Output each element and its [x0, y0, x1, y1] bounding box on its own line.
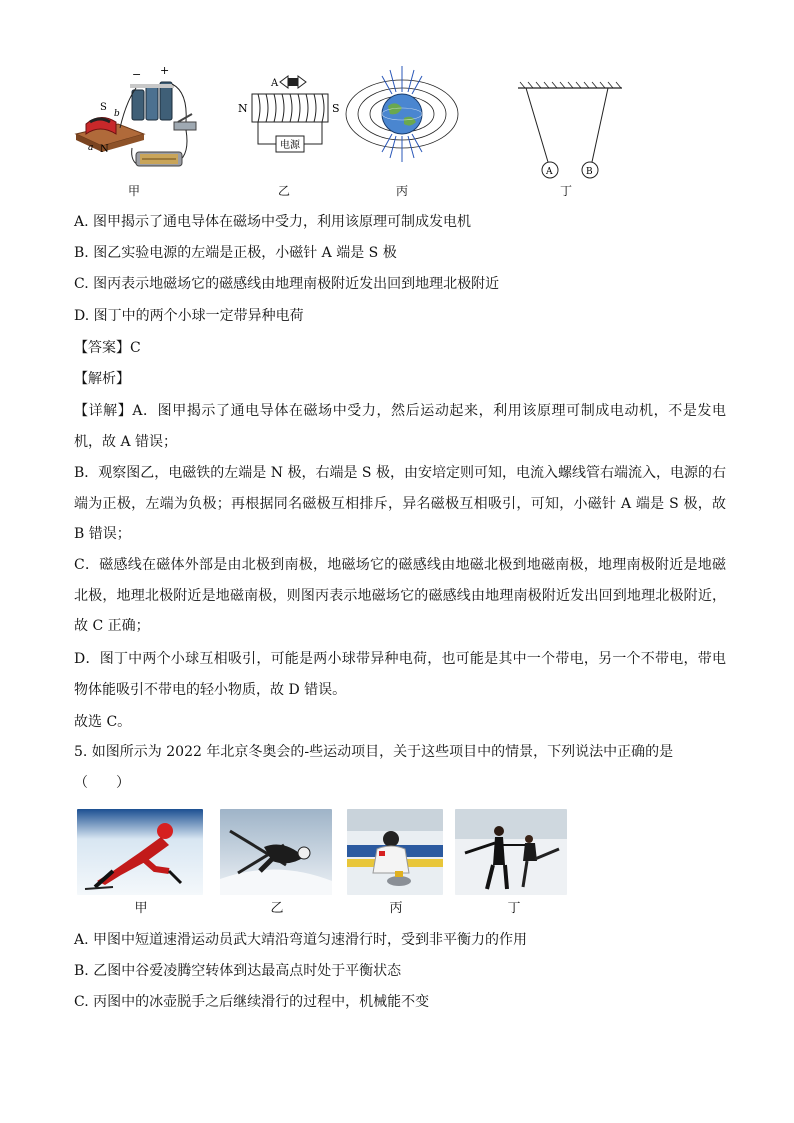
label-n: N [100, 144, 109, 155]
figure-yi-electromagnet [236, 62, 344, 174]
label-b: b [114, 109, 120, 119]
question5-stem: 5. 如图所示为 2022 年北京冬奥会的-些运动项目，关于这些项目中的情景，下列说法中正确的是 [74, 744, 674, 760]
caption-yi: 乙 [277, 184, 290, 198]
analysis-heading: 【解析】 [74, 371, 130, 387]
photo-ding-figure-skating-pair [455, 809, 567, 895]
photo-caption-ding: 丁 [507, 901, 521, 916]
label-ball-a: A [546, 167, 553, 177]
option-c: C. 图丙表示地磁场它的磁感线由地理南极附近发出回到地理北极附近 [74, 276, 500, 292]
photo-caption-jia: 甲 [134, 901, 148, 916]
q5-option-a: A. 甲图中短道速滑运动员武大靖沿弯道匀速滑行时，受到非平衡力的作用 [74, 932, 528, 948]
option-d: D. 图丁中的两个小球一定带异种电荷 [74, 308, 304, 324]
label-minus: − [132, 68, 142, 81]
caption-ding: 丁 [559, 184, 572, 198]
question5-paren: （ ） [74, 775, 130, 791]
label-coil-a: A [271, 78, 279, 89]
figure-bing-earth-magnetic-field [342, 62, 462, 174]
analysis-c: C．磁感线在磁体外部是由北极到南极，地磁场它的磁感线由地磁北极到地磁南极，地理南极附近是地磁北极，地理北极附近是地磁南极，则图丙表示地磁场它的磁感线由地理南极附近发出回到地理北极附近，故 C 正确； [74, 557, 726, 634]
photo-yi-freestyle-skier [220, 809, 332, 895]
option-a: A. 图甲揭示了通电导体在磁场中受力，利用该原理可制成发电机 [74, 214, 472, 230]
figure-ding-hanging-balls [512, 62, 630, 182]
photo-caption-yi: 乙 [270, 901, 284, 916]
label-a: a [88, 143, 94, 153]
photo-caption-bing: 丙 [389, 901, 403, 916]
analysis-d: D．图丁中两个小球互相吸引，可能是两小球带异种电荷，也可能是其中一个带电，另一个不带电，带电物体能吸引不带电的轻小物质，故 D 错误。 [74, 651, 726, 698]
answer-line: 【答案】C [74, 340, 141, 356]
label-ball-b: B [586, 167, 593, 177]
caption-jia: 甲 [127, 184, 140, 198]
analysis-choose: 故选 C。 [74, 714, 132, 730]
q5-option-c: C. 丙图中的冰壶脱手之后继续滑行的过程中，机械能不变 [74, 994, 430, 1010]
analysis-b: B．观察图乙，电磁铁的左端是 N 极，右端是 S 极，由安培定则可知，电流入螺线管右端流入，电源的右端为正极，左端为负极；再根据同名磁极互相排斥，异名磁极互相吸引，可知，小磁针 A 端是 S 极，故 B 错误； [74, 465, 726, 542]
photo-jia-speed-skater [77, 809, 203, 895]
photo-bing-curling [347, 809, 443, 895]
caption-bing: 丙 [395, 184, 408, 198]
analysis-detail-a: 【详解】A．图甲揭示了通电导体在磁场中受力，然后运动起来，利用该原理可制成电动机，不是发电机，故 A 错误； [74, 403, 726, 450]
q5-option-b: B. 乙图中谷爱凌腾空转体到达最高点时处于平衡状态 [74, 963, 402, 979]
option-b: B. 图乙实验电源的左端是正极，小磁针 A 端是 S 极 [74, 245, 397, 261]
figure-jia-motor-apparatus [70, 62, 200, 174]
label-s: S [100, 102, 107, 113]
label-plus: + [160, 64, 170, 77]
label-power: 电源 [280, 140, 300, 151]
label-coil-s: S [332, 102, 340, 115]
label-coil-n: N [238, 102, 248, 115]
figure-row-q4 [70, 62, 670, 200]
